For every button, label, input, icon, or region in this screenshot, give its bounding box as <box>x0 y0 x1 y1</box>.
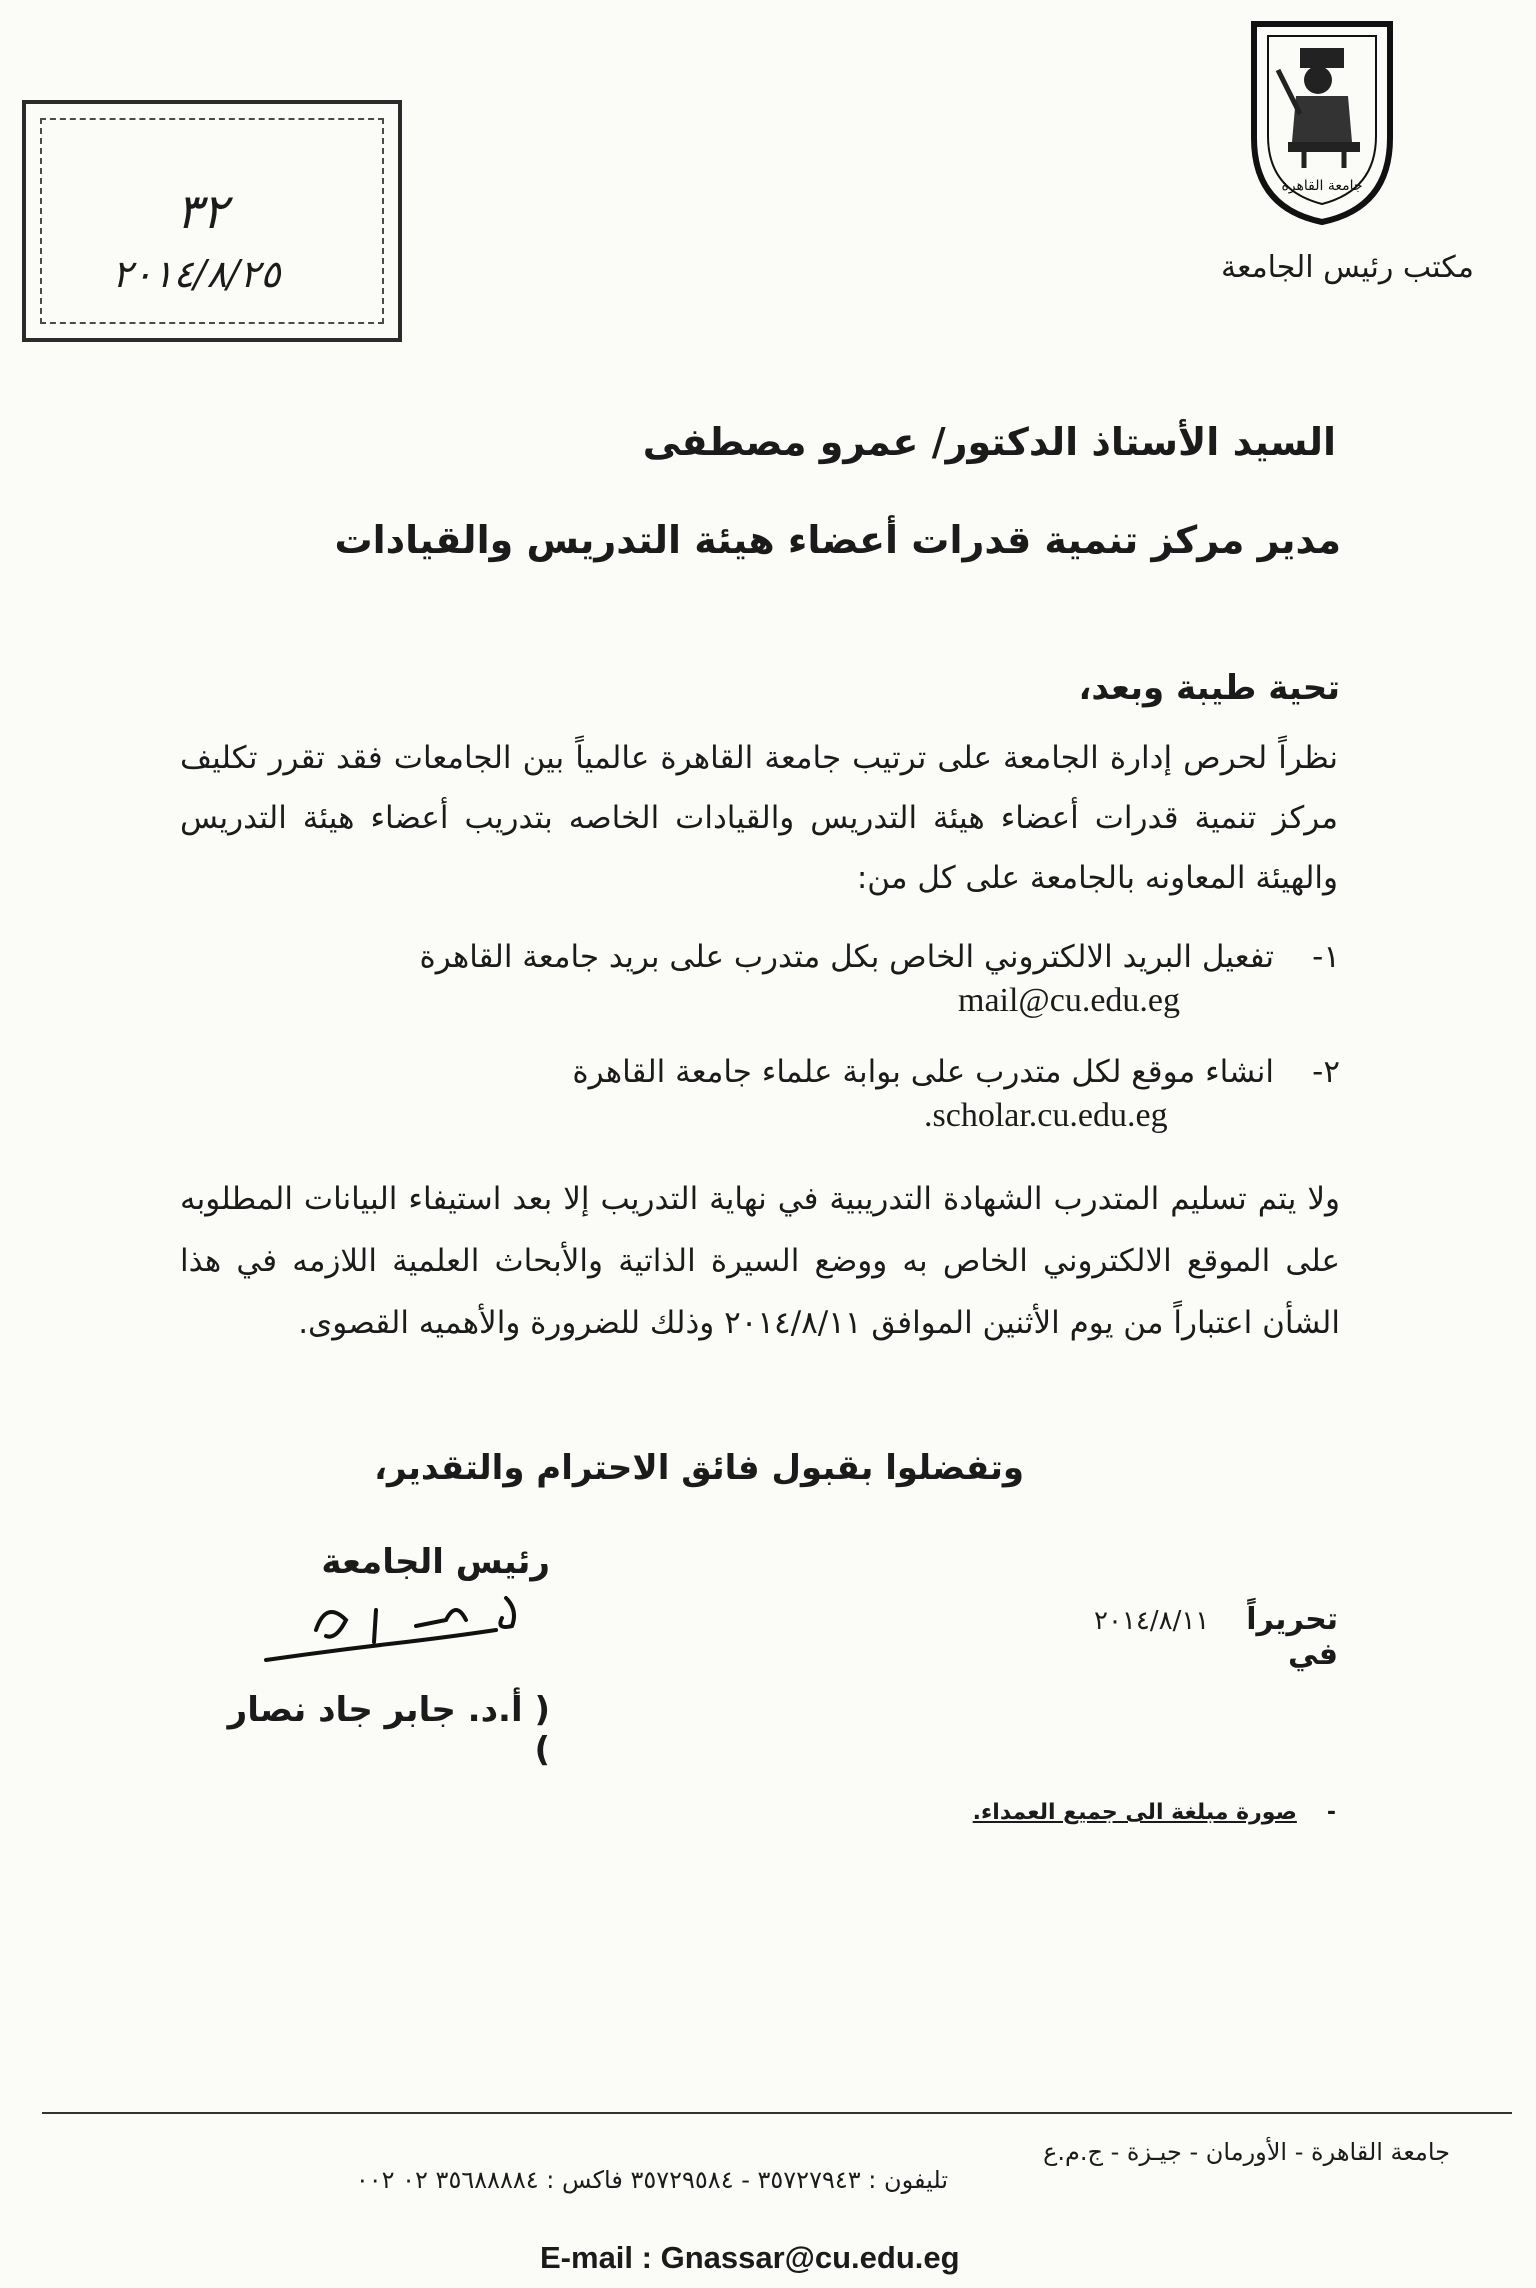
cc-text: صورة مبلغة الى جميع العمداء. <box>972 1800 1297 1825</box>
footer-address: جامعة القاهرة - الأورمان - جيـزة - ج.م.ع <box>1043 2138 1450 2166</box>
scholar-link-text: .scholar.cu.edu.eg <box>924 1097 1168 1134</box>
list-item-number: ٢- <box>1312 1054 1340 1090</box>
logo-caption: جامعة القاهرة <box>1281 178 1363 194</box>
president-title: رئيس الجامعة <box>321 1542 550 1582</box>
greeting: تحية طيبة وبعد، <box>1078 668 1340 708</box>
list-item-text: انشاء موقع لكل متدرب على بوابة علماء جامعة القاهرة <box>572 1054 1274 1090</box>
list-item-number: ١- <box>1312 939 1340 975</box>
closing-line: وتفضلوا بقبول فائق الاحترام والتقدير، <box>374 1448 1024 1488</box>
cc-line <box>836 1800 1336 1825</box>
list-item-text: تفعيل البريد الالكتروني الخاص بكل متدرب على بريد جامعة القاهرة <box>419 939 1274 975</box>
body-paragraph-2: ولا يتم تسليم المتدرب الشهادة التدريبية في نهاية التدريب إلا بعد استيفاء البيانات المطلوبه على الموقع الالكتروني الخاص به ووضع السيرة الذاتية والأبحاث العلمية اللازمه في هذا الشأن اعتباراً من يوم الأثنين الموافق ٢٠١٤/٨/١١ وذلك للضرورة والأهميه القصوى. <box>180 1181 1340 1341</box>
stamp-date: ٢٠١٤/٨/٢٥ <box>112 252 281 296</box>
body-paragraph-1: نظراً لحرص إدارة الجامعة على ترتيب جامعة القاهرة عالمياً بين الجامعات فقد تقرر تكليف مركز تنمية قدرات أعضاء هيئة التدريس والقيادات الخاصه بتدريب أعضاء هيئة التدريس والهيئة المعاونه بالجامعة على كل من: <box>180 740 1338 896</box>
cairo-university-logo <box>1248 18 1396 228</box>
list-item <box>180 928 1340 986</box>
written-label: تحريراً في <box>1246 1602 1338 1672</box>
office-title: مكتب رئيس الجامعة <box>1221 250 1474 285</box>
addressee-name: السيد الأستاذ الدكتور/ عمرو مصطفى <box>642 420 1336 464</box>
cc-dash: - <box>1326 1800 1336 1825</box>
email-link-text: mail@cu.edu.eg <box>958 982 1181 1019</box>
footer-divider <box>42 2112 1512 2114</box>
footer-email: E-mail : Gnassar@cu.edu.eg <box>540 2240 960 2275</box>
addressee-role: مدير مركز تنمية قدرات أعضاء هيئة التدريس والقيادات <box>334 518 1341 562</box>
handwritten-signature <box>256 1590 556 1680</box>
incoming-stamp <box>22 100 402 342</box>
stamp-number: ٣٢ <box>176 184 228 240</box>
written-date: ٢٠١٤/٨/١١ <box>1094 1606 1210 1636</box>
list-item <box>180 1043 1340 1101</box>
president-name: ( أ.د. جابر جاد نصار ) <box>227 1690 550 1770</box>
footer-phone-fax: تليفون : ٣٥٧٢٧٩٤٣ - ٣٥٧٢٩٥٨٤ فاكس : ٣٥٦٨٨٨٨٤ ٠٢ ٠٠٢ <box>355 2166 948 2194</box>
